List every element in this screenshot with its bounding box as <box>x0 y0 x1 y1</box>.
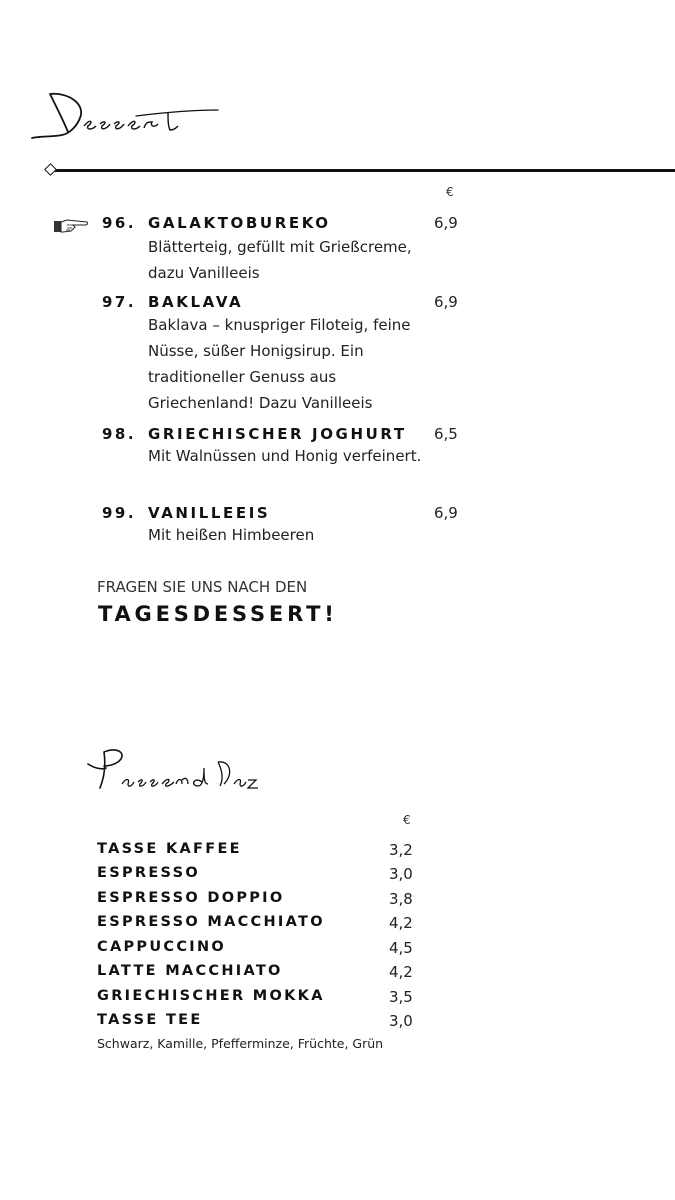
item-price: 6,5 <box>434 425 458 443</box>
drink-price: 3,2 <box>389 841 413 859</box>
item-description: Baklava – knuspriger Filoteig, feine Nüsse, süßer Honigsirup. Ein traditioneller Genuss aus Griechenland! Dazu Vanilleeis <box>148 316 411 412</box>
drink-price: 3,8 <box>389 890 413 908</box>
dessert-title <box>28 88 228 148</box>
drinks-currency-label: € <box>403 813 411 827</box>
item-name: GALAKTOBUREKO <box>148 214 331 232</box>
ask-text: FRAGEN SIE UNS NACH DEN <box>97 578 308 596</box>
drink-name: CAPPUCCINO <box>97 939 227 955</box>
drink-name: LATTE MACCHIATO <box>97 963 283 979</box>
drink-name: ESPRESSO MACCHIATO <box>97 914 325 930</box>
section-divider <box>50 169 675 172</box>
item-description: Mit heißen Himbeeren <box>148 526 315 544</box>
drink-name: TASSE TEE <box>97 1012 203 1028</box>
drink-name: ESPRESSO <box>97 865 201 881</box>
pointing-hand-icon <box>53 217 89 235</box>
divider-diamond-icon <box>44 163 57 176</box>
drink-price: 4,2 <box>389 963 413 981</box>
drink-name: ESPRESSO DOPPIO <box>97 890 285 906</box>
item-description: Blätterteig, gefüllt mit Grießcreme, dazu Vanilleeis <box>148 238 412 282</box>
item-name: GRIECHISCHER JOGHURT <box>148 425 407 443</box>
item-price: 6,9 <box>434 504 458 522</box>
item-name: BAKLAVA <box>148 293 244 311</box>
item-name: VANILLEEIS <box>148 504 271 522</box>
item-number: 97. <box>102 293 137 311</box>
daily-dessert-text: TAGESDESSERT! <box>98 602 338 626</box>
drink-price: 4,2 <box>389 914 413 932</box>
drink-price: 3,0 <box>389 865 413 883</box>
tea-varieties-note: Schwarz, Kamille, Pfefferminze, Früchte, Grün <box>97 1036 384 1051</box>
drink-name: TASSE KAFFEE <box>97 841 242 857</box>
drink-price: 4,5 <box>389 939 413 957</box>
dessert-currency-label: € <box>446 185 454 199</box>
drink-name: GRIECHISCHER MOKKA <box>97 988 325 1004</box>
item-description: Mit Walnüssen und Honig verfeinert. <box>148 447 422 465</box>
item-price: 6,9 <box>434 214 458 232</box>
item-price: 6,9 <box>434 293 458 311</box>
drink-price: 3,0 <box>389 1012 413 1030</box>
drinks-title <box>84 744 264 794</box>
drink-price: 3,5 <box>389 988 413 1006</box>
item-number: 98. <box>102 425 137 443</box>
item-number: 99. <box>102 504 137 522</box>
item-number: 96. <box>102 214 137 232</box>
